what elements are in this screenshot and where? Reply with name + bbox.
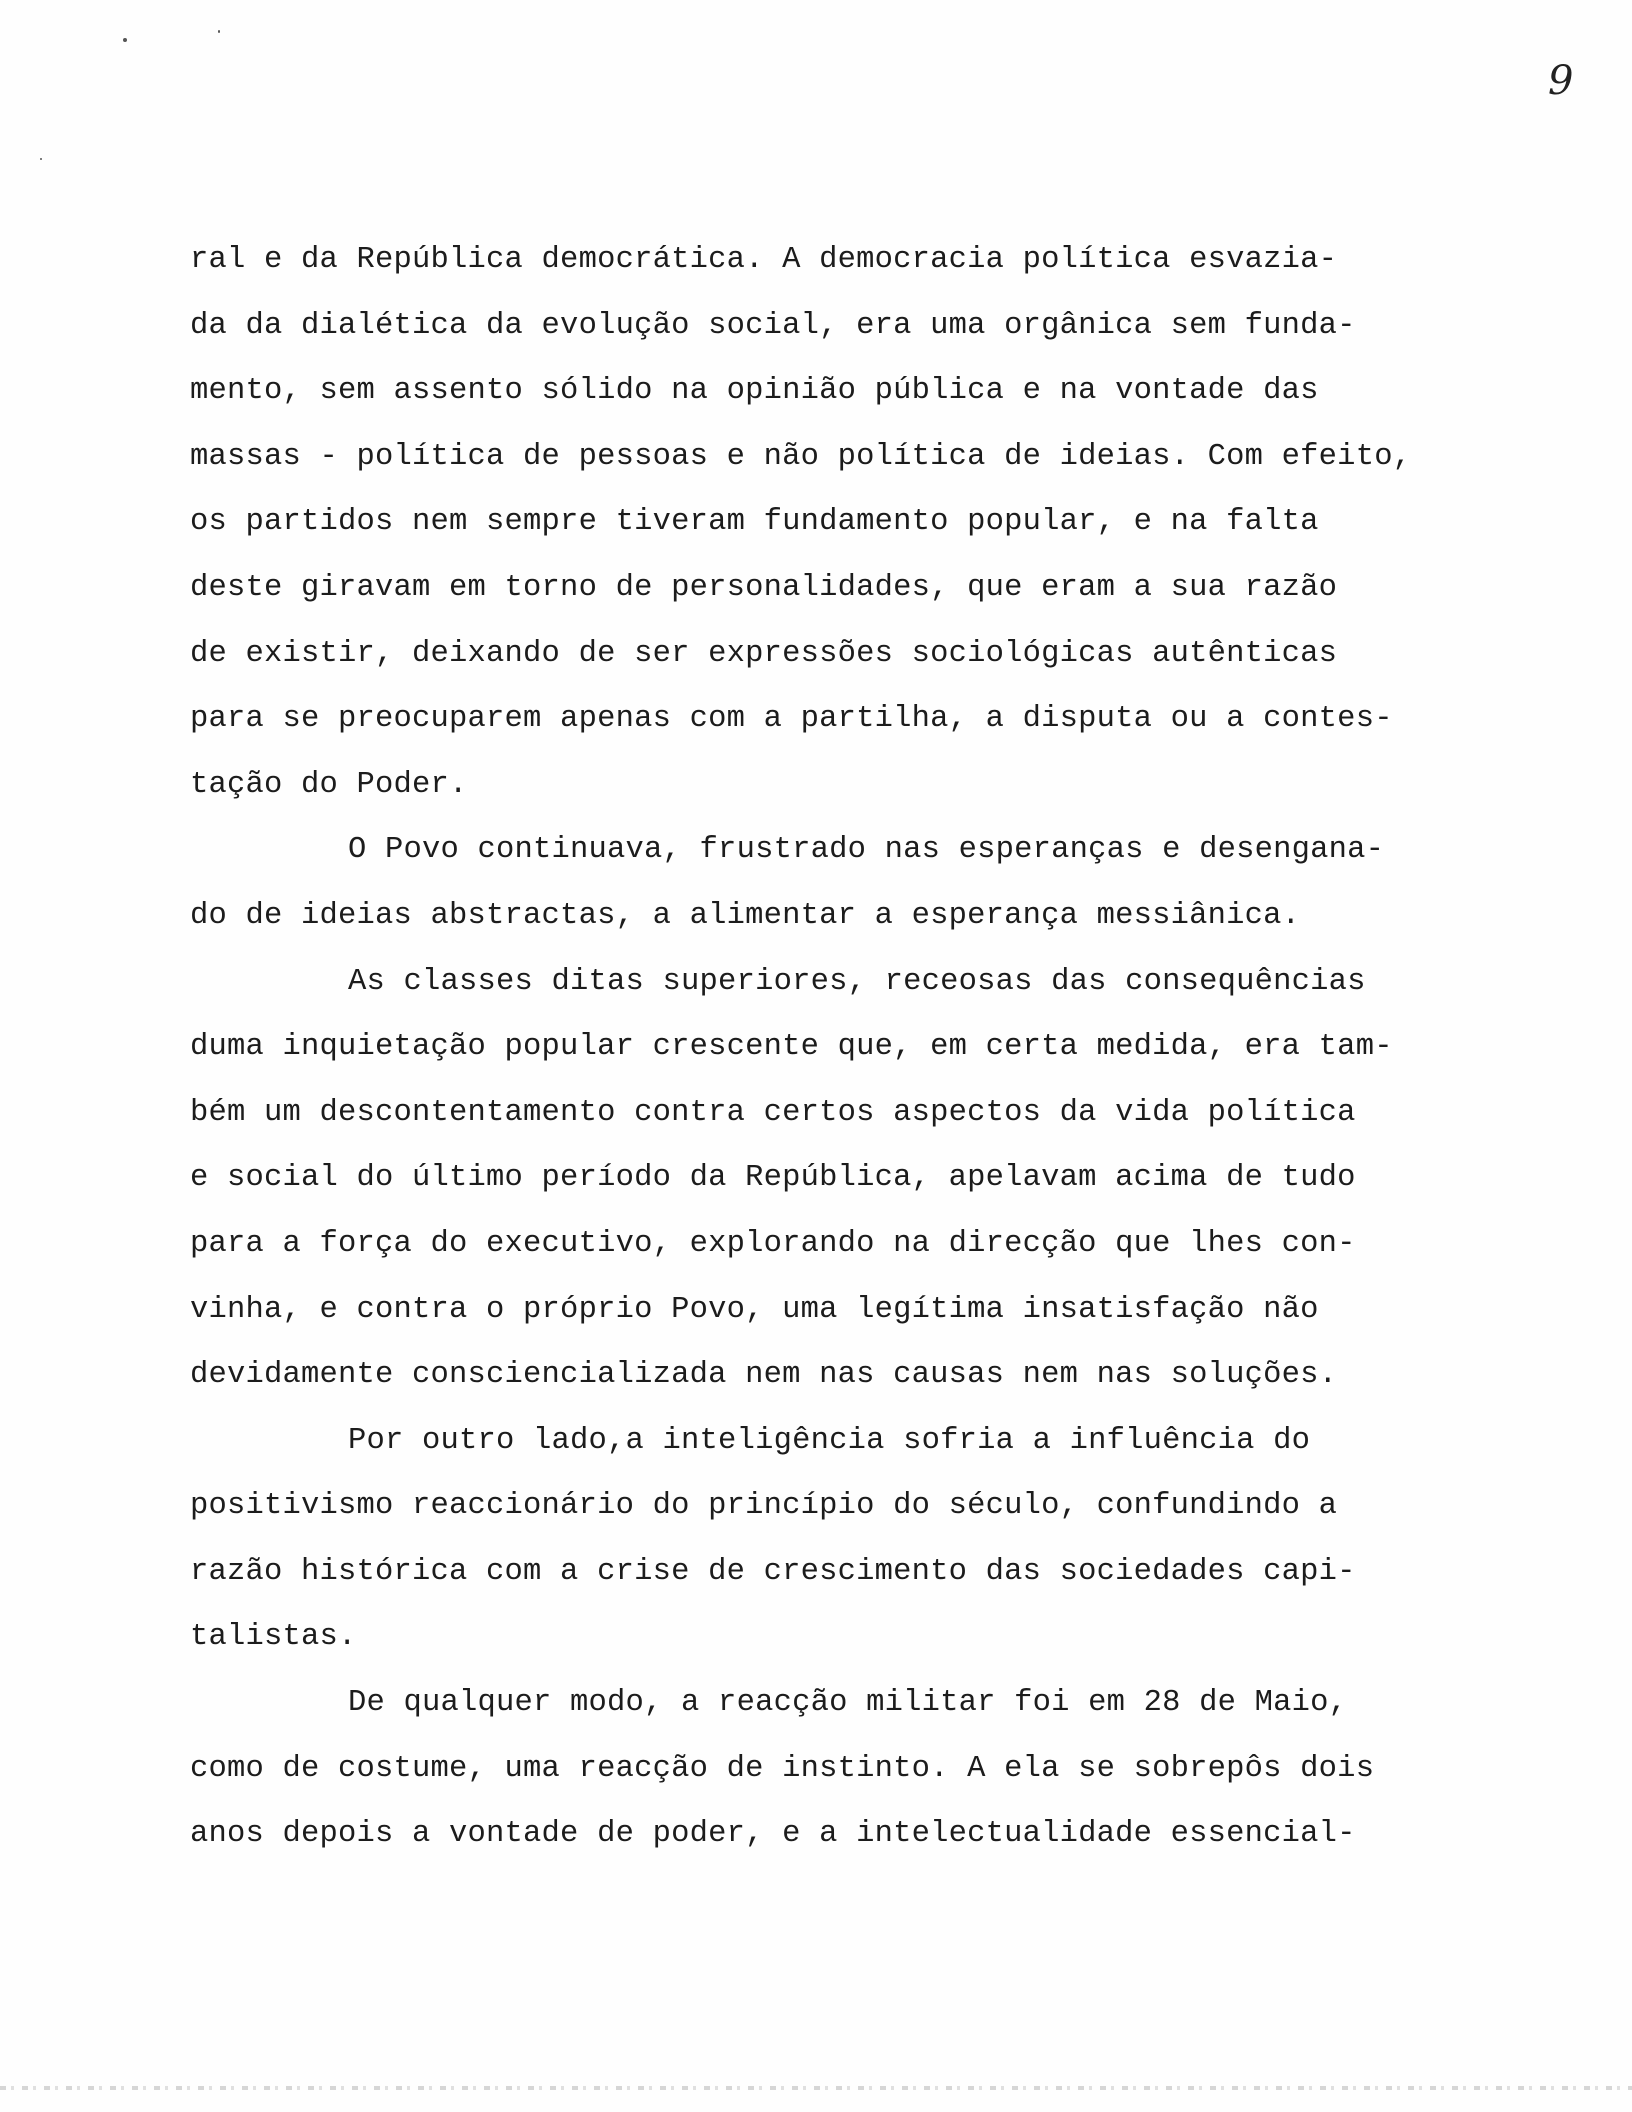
text-line: da da dialética da evolução social, era uma orgânica sem funda- [190, 308, 1356, 343]
text-line: mento, sem assento sólido na opinião pública e na vontade das [190, 374, 1319, 409]
body-text [190, 228, 1510, 1868]
text-line: razão histórica com a crise de crescimento das sociedades capi- [190, 1554, 1356, 1589]
text-line: duma inquietação popular crescente que, em certa medida, era tam- [190, 1030, 1393, 1065]
scan-edge-noise [0, 2086, 1632, 2090]
text-line: devidamente consciencializada nem nas causas nem nas soluções. [190, 1358, 1338, 1393]
text-line: vinha, e contra o próprio Povo, uma legítima insatisfação não [190, 1292, 1319, 1327]
paragraph-first-line: O Povo continuava, frustrado nas esperanças e desengana- [348, 833, 1385, 868]
page-number: 9 [1548, 58, 1574, 104]
text-line: e social do último período da República, apelavam acima de tudo [190, 1161, 1356, 1196]
text-line: de existir, deixando de ser expressões sociológicas autênticas [190, 636, 1338, 671]
text-line: os partidos nem sempre tiveram fundamento popular, e na falta [190, 505, 1319, 540]
text-line: como de costume, uma reacção de instinto. A ela se sobrepôs dois [190, 1751, 1375, 1786]
text-line: massas - política de pessoas e não política de ideias. Com efeito, [190, 439, 1412, 474]
text-line: deste giravam em torno de personalidades, que eram a sua razão [190, 570, 1338, 605]
text-line: positivismo reaccionário do princípio do século, confundindo a [190, 1489, 1338, 1524]
text-line: para se preocuparem apenas com a partilha, a disputa ou a contes- [190, 702, 1393, 737]
text-line: bém um descontentamento contra certos aspectos da vida política [190, 1095, 1356, 1130]
scan-speck [40, 158, 42, 160]
text-line: ral e da República democrática. A democracia política esvazia- [190, 243, 1338, 277]
text-line: para a força do executivo, explorando na direcção que lhes con- [190, 1226, 1356, 1261]
paragraph-first-line: De qualquer modo, a reacção militar foi em 28 de Maio, [348, 1686, 1348, 1721]
text-line: talistas. [190, 1620, 357, 1655]
scan-speck [123, 38, 127, 42]
paragraph-first-line: As classes ditas superiores, receosas das consequências [348, 964, 1366, 999]
text-line: anos depois a vontade de poder, e a intelectualidade essencial- [190, 1817, 1356, 1852]
text-line: do de ideias abstractas, a alimentar a esperança messiânica. [190, 898, 1301, 933]
text-line: tação do Poder. [190, 767, 468, 802]
paragraph-first-line: Por outro lado,a inteligência sofria a influência do [348, 1423, 1311, 1458]
scan-speck [218, 30, 220, 33]
